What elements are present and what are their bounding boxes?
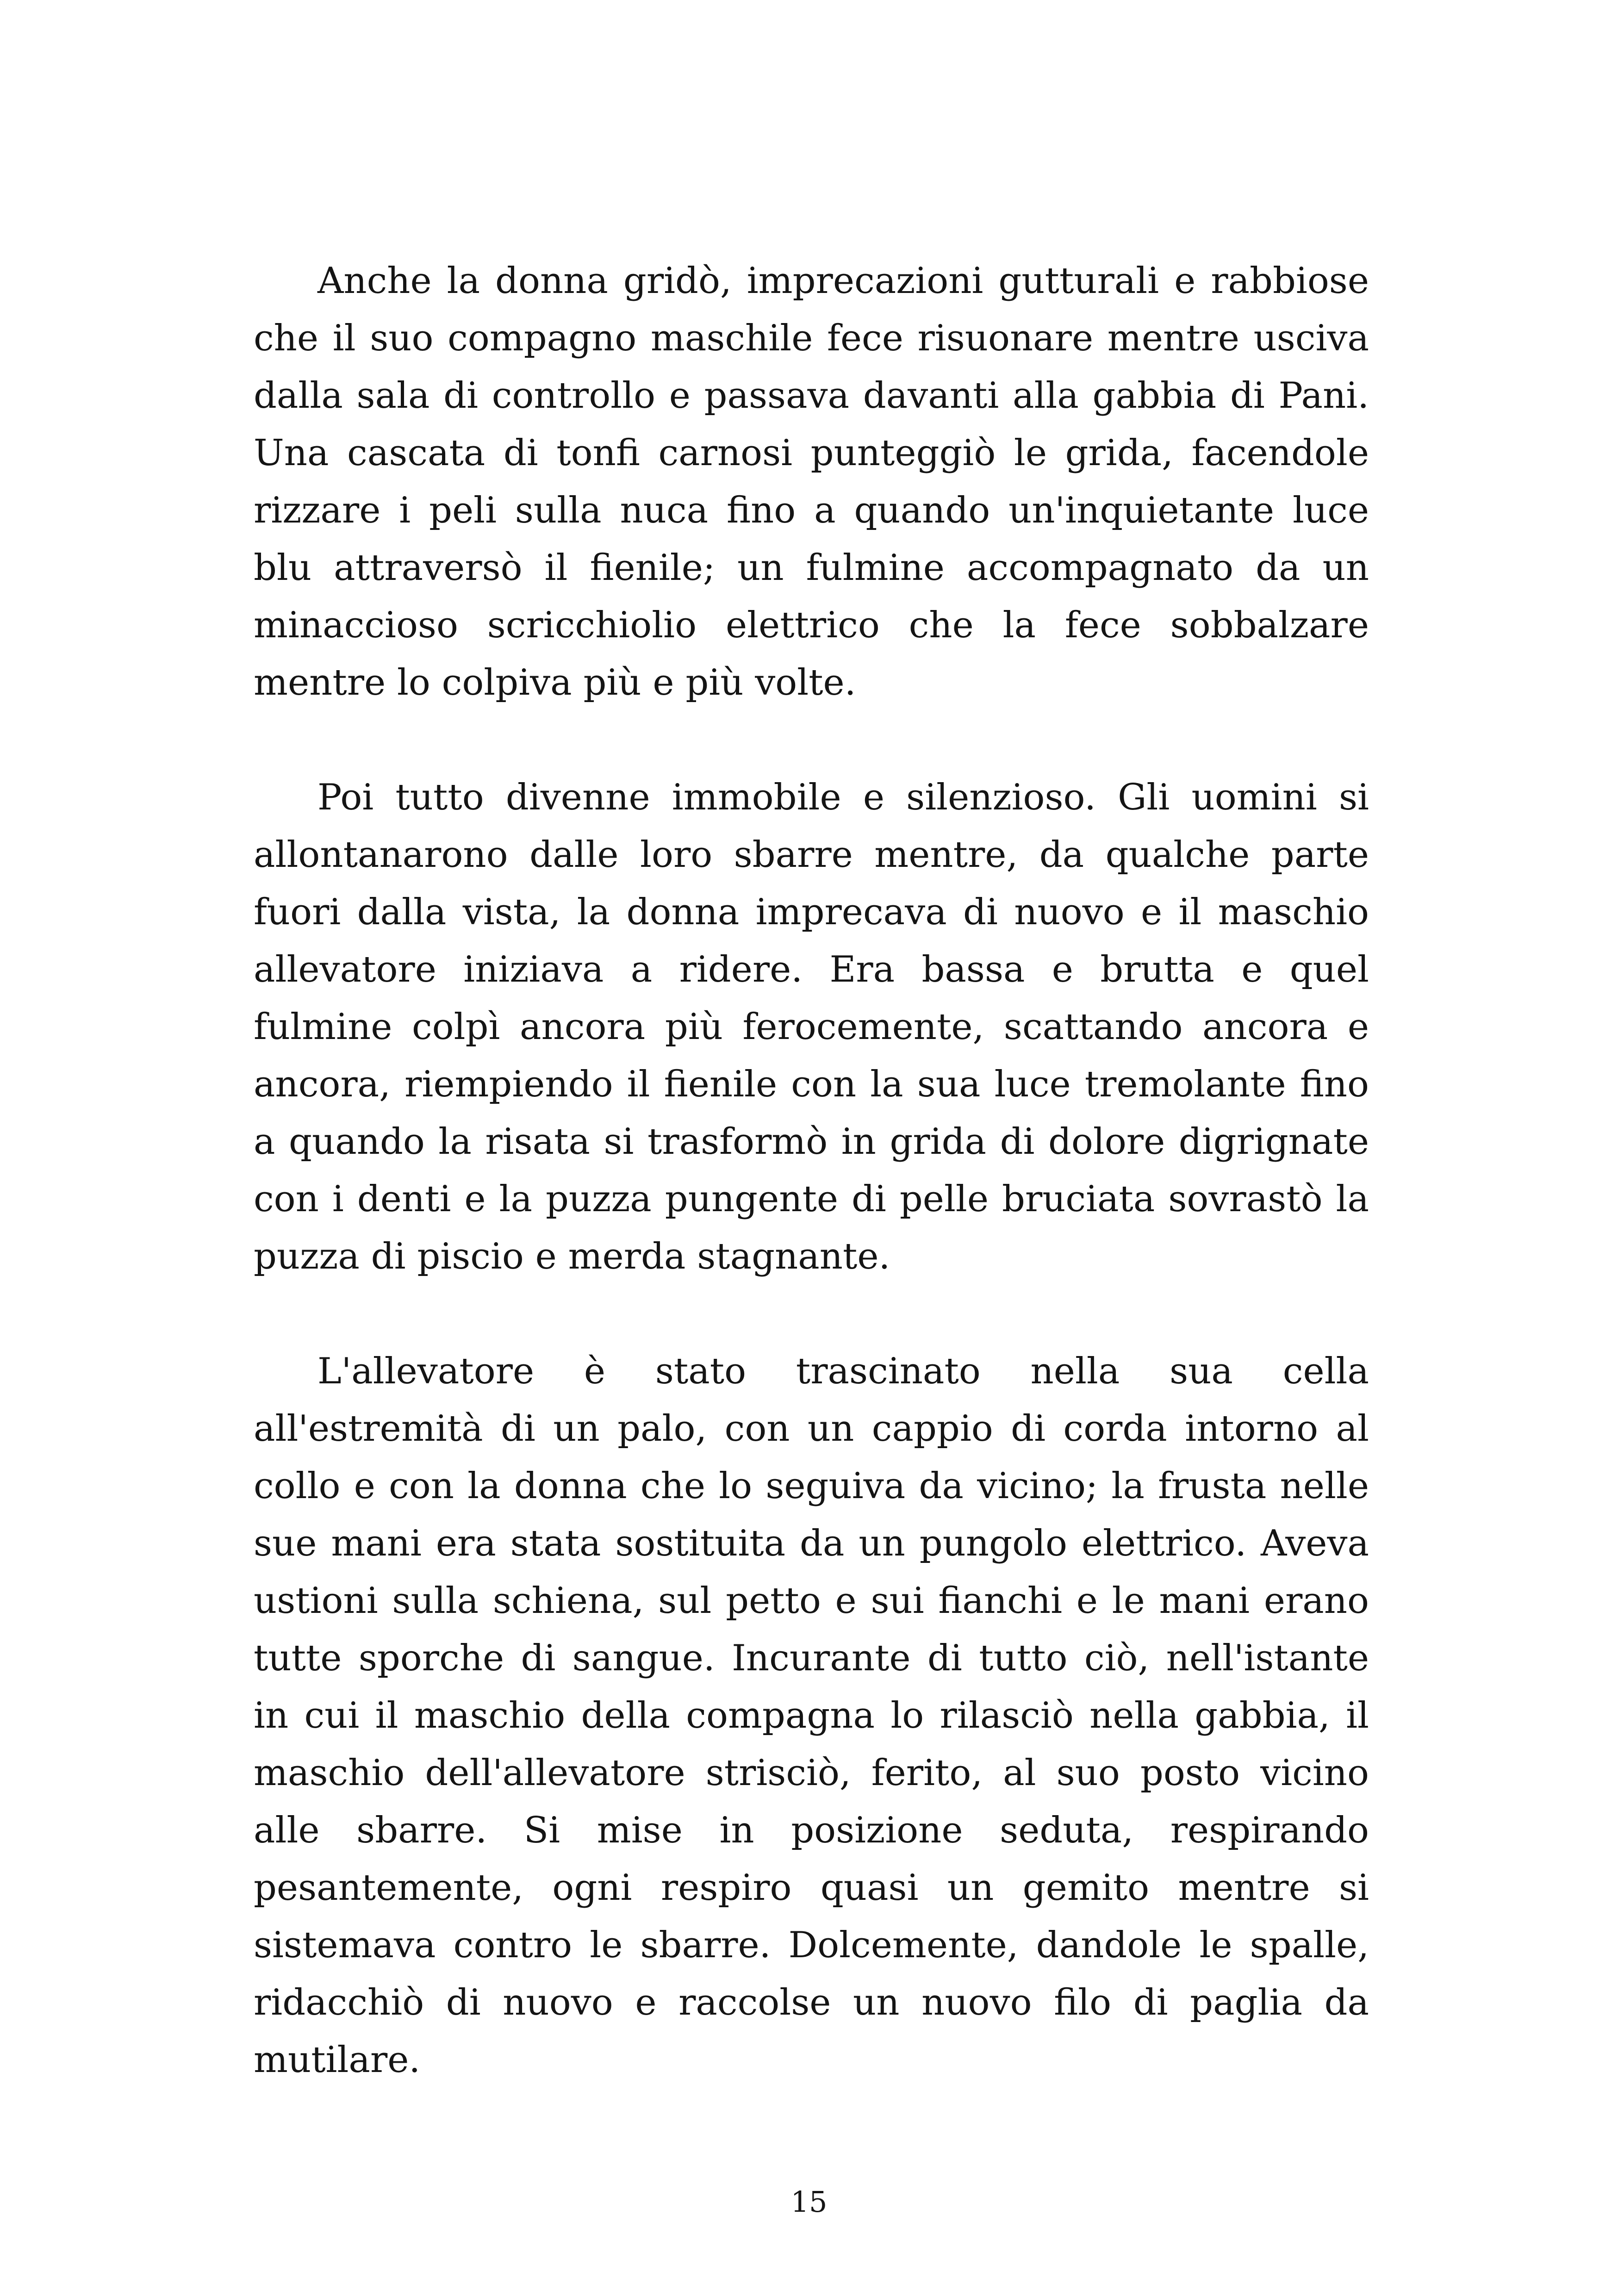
paragraph-2: Poi tutto divenne immobile e silenzioso. Gli uomini si allontanarono dalle loro sbarre mentre, da qualche parte fuori dalla vista, la donna imprecava di nuovo e il maschio allevatore iniziava a ridere. Era bassa e brutta e quel fulmine colpì ancora più ferocemente, scattando ancora e ancora, riempiendo il fienile con la sua luce tremolante fino a quando la risata si trasformò in grida di dolore digrignate con i denti e la puzza pungente di pelle bruciata sovrastò la puzza di piscio e merda stagnante. [254, 777, 1369, 1277]
body-text [254, 252, 1369, 2089]
paragraph-1: Anche la donna gridò, imprecazioni gutturali e rabbiose che il suo compagno maschile fece risuonare mentre usciva dalla sala di controllo e passava davanti alla gabbia di Pani. Una cascata di tonfi carnosi punteggiò le grida, facendole rizzare i peli sulla nuca fino a quando un'inquietante luce blu attraversò il fienile; un fulmine accompagnato da un minaccioso scricchiolio elettrico che la fece sobbalzare mentre lo colpiva più e più volte. [254, 260, 1369, 703]
paragraph-3: L'allevatore è stato trascinato nella sua cella all'estremità di un palo, con un cappio di corda intorno al collo e con la donna che lo seguiva da vicino; la frusta nelle sue mani era stata sostituita da un pungolo elettrico. Aveva ustioni sulla schiena, sul petto e sui fianchi e le mani erano tutte sporche di sangue. Incurante di tutto ciò, nell'istante in cui il maschio della compagna lo rilasciò nella gabbia, il maschio dell'allevatore strisciò, ferito, al suo posto vicino alle sbarre. Si mise in posizione seduta, respirando pesantemente, ogni respiro quasi un gemito mentre si sistemava contro le sbarre. Dolcemente, dandole le spalle, ridacchiò di nuovo e raccolse un nuovo filo di paglia da mutilare. [254, 1350, 1369, 2081]
page-number: 15 [790, 2185, 828, 2219]
